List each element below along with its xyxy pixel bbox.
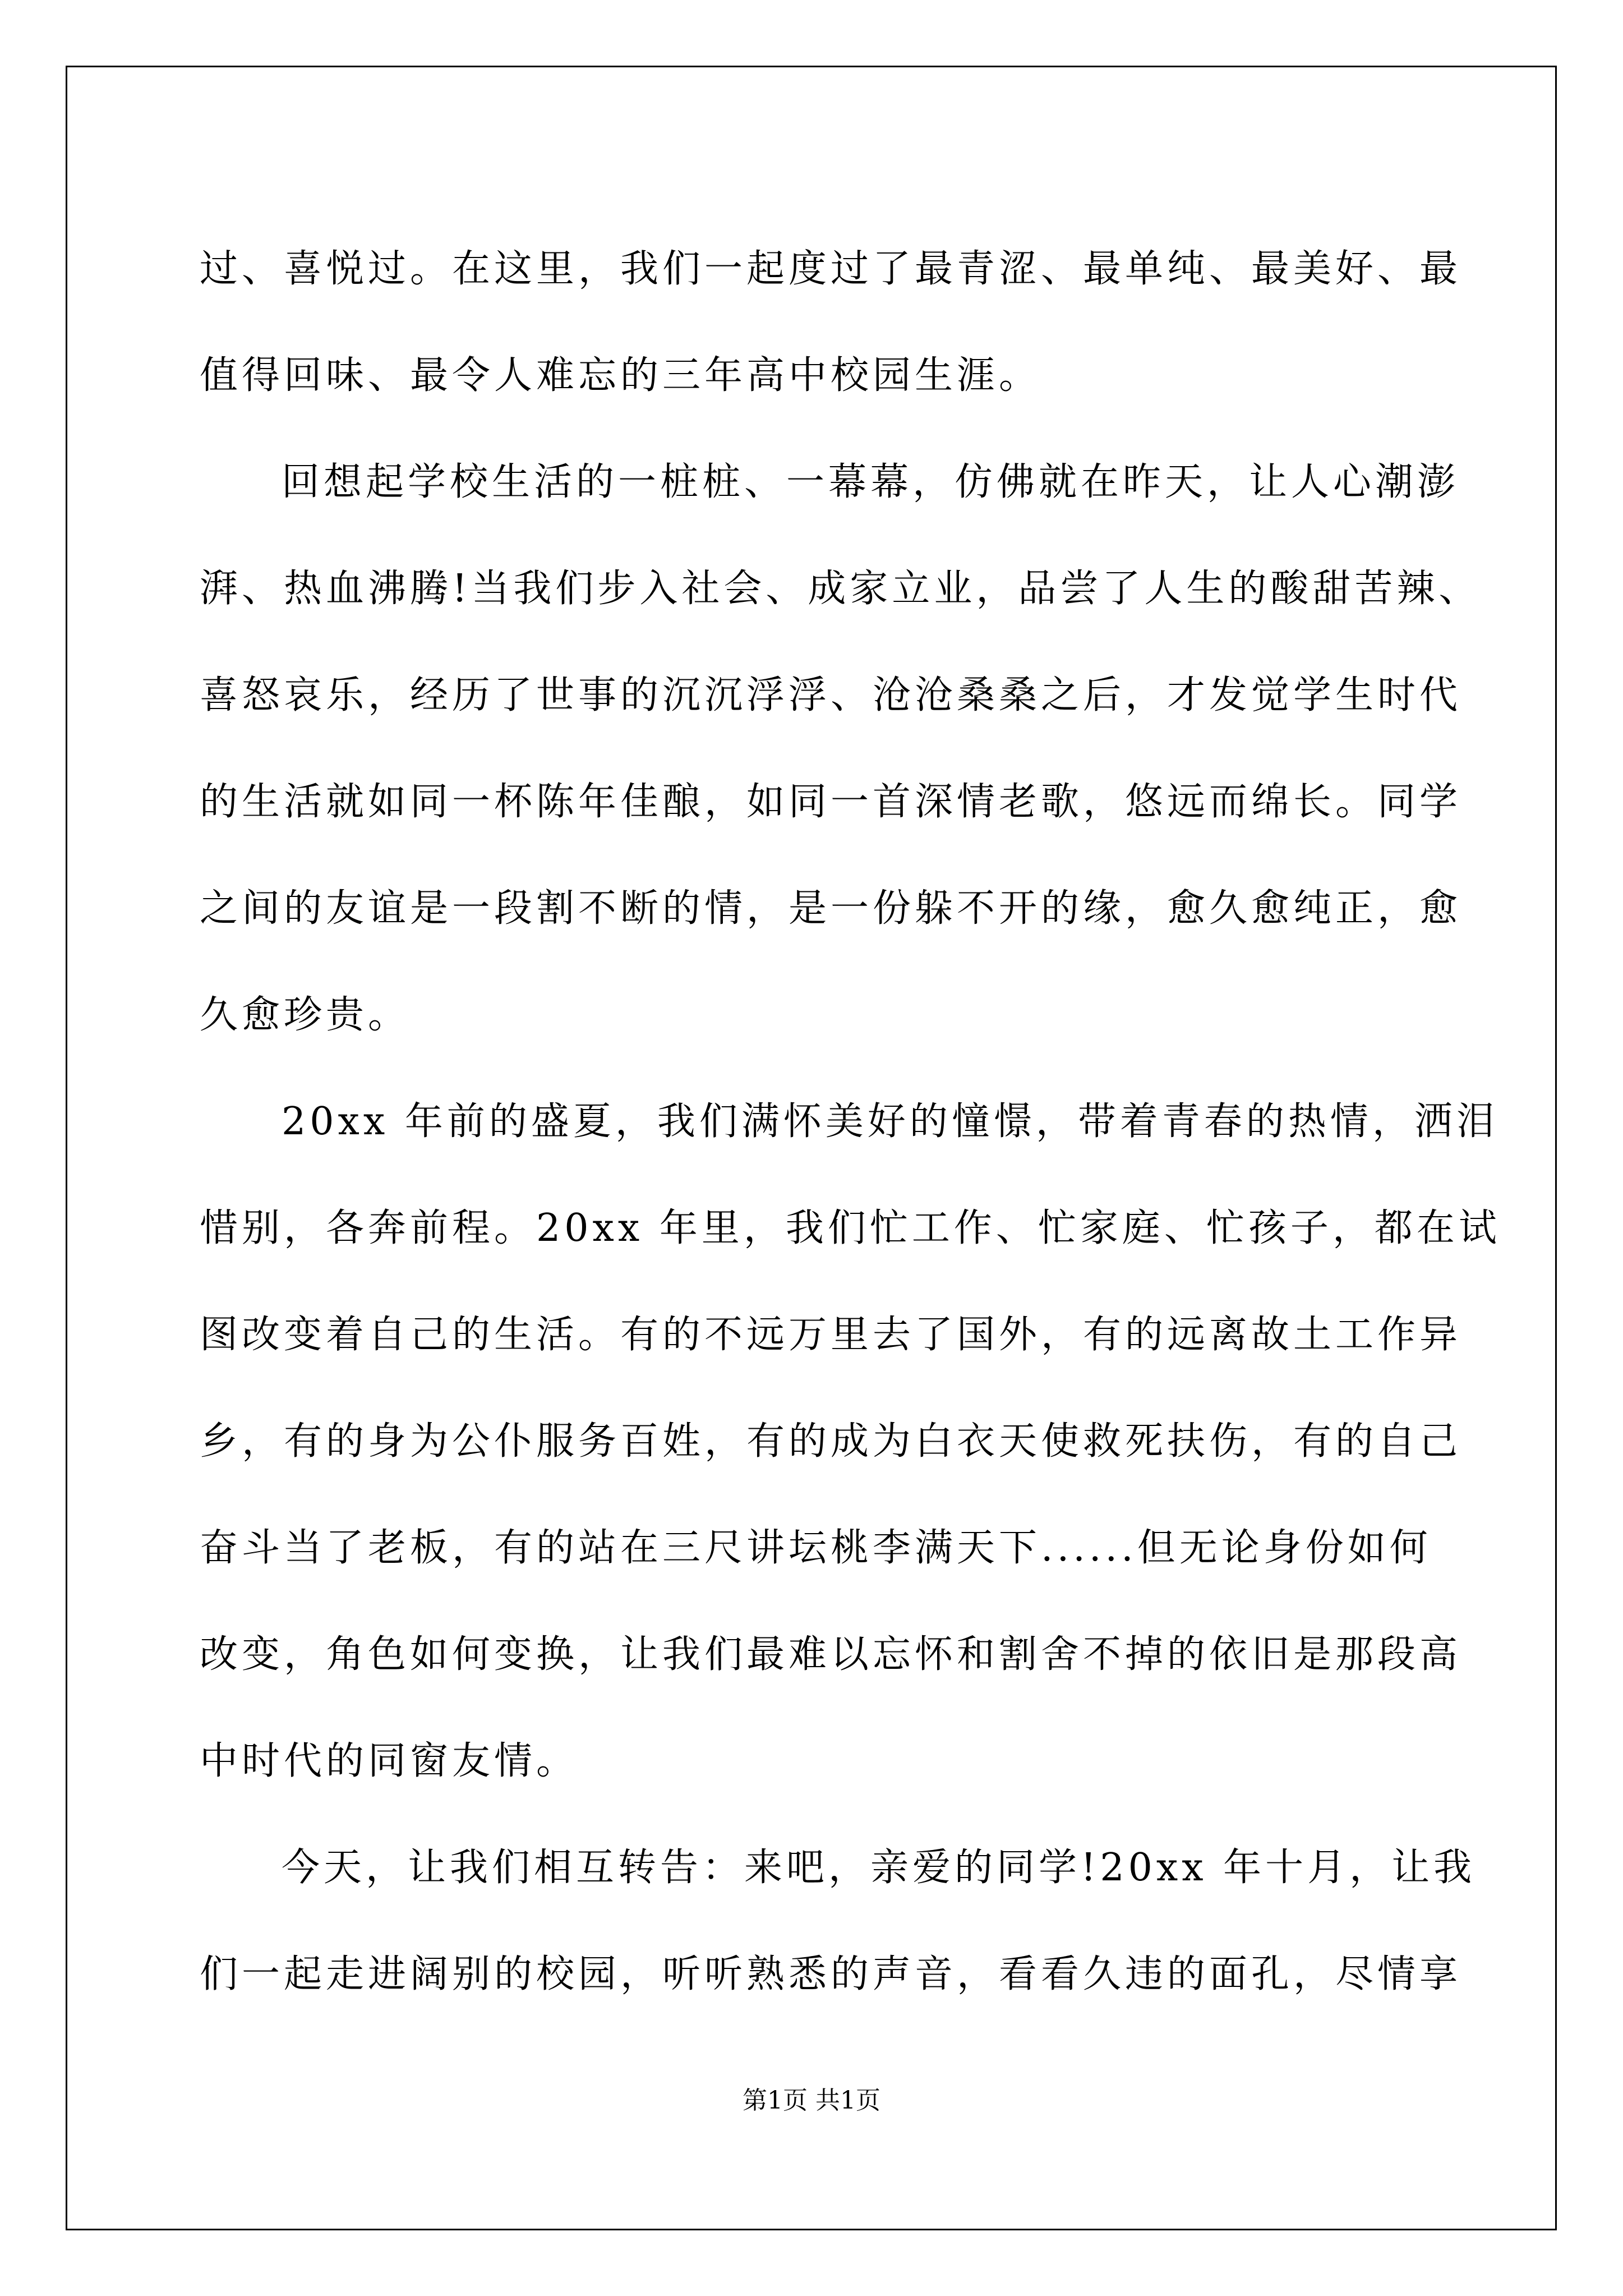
text-line: 久愈珍贵。 bbox=[200, 993, 411, 1037]
text-line: 过、喜悦过。在这里，我们一起度过了最青涩、最单纯、最美好、最 bbox=[200, 247, 1462, 291]
document-body bbox=[200, 216, 1501, 2028]
text-line: 喜怒哀乐，经历了世事的沉沉浮浮、沧沧桑桑之后，才发觉学生时代 bbox=[200, 673, 1462, 717]
page-footer-indicator: 第1页 共1页 bbox=[743, 2086, 880, 2115]
text-line: 20xx 年前的盛夏，我们满怀美好的憧憬，带着青春的热情，洒泪 bbox=[282, 1099, 1498, 1144]
text-line: 值得回味、最令人难忘的三年高中校园生涯。 bbox=[200, 353, 1041, 398]
text-line: 奋斗当了老板，有的站在三尺讲坛桃李满天下......但无论身份如何 bbox=[200, 1526, 1432, 1570]
text-line: 图改变着自己的生活。有的不远万里去了国外，有的远离故土工作异 bbox=[200, 1313, 1462, 1357]
text-line: 改变，角色如何变换，让我们最难以忘怀和割舍不掉的依旧是那段高 bbox=[200, 1632, 1462, 1677]
text-line: 回想起学校生活的一桩桩、一幕幕，仿佛就在昨天，让人心潮澎 bbox=[282, 460, 1460, 504]
text-line: 惜别，各奔前程。20xx 年里，我们忙工作、忙家庭、忙孩子，都在试 bbox=[200, 1206, 1501, 1250]
text-line: 乡，有的身为公仆服务百姓，有的成为白衣天使救死扶伤，有的自己 bbox=[200, 1419, 1462, 1464]
text-line: 们一起走进阔别的校园，听听熟悉的声音，看看久违的面孔，尽情享 bbox=[200, 1952, 1462, 1996]
text-line: 的生活就如同一杯陈年佳酿，如同一首深情老歌，悠远而绵长。同学 bbox=[200, 780, 1462, 824]
text-line: 今天，让我们相互转告：来吧，亲爱的同学!20xx 年十月，让我 bbox=[282, 1846, 1476, 1890]
text-line: 之间的友谊是一段割不断的情，是一份躲不开的缘，愈久愈纯正，愈 bbox=[200, 886, 1462, 931]
text-line: 中时代的同窗友情。 bbox=[200, 1739, 579, 1783]
text-line: 湃、热血沸腾!当我们步入社会、成家立业，品尝了人生的酸甜苦辣、 bbox=[200, 567, 1481, 611]
